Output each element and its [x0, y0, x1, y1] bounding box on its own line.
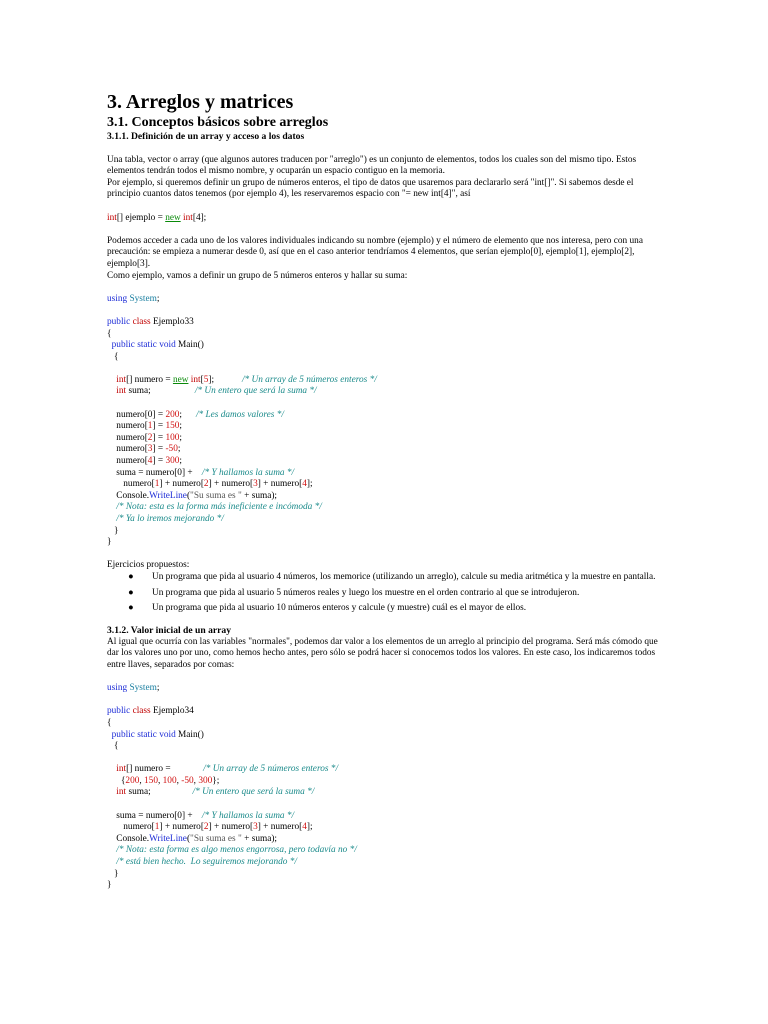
subsection-title-2: 3.1.2. Valor inicial de un array: [107, 624, 232, 636]
code-block-ejemplo34: using System; public class Ejemplo34 { public static void Main() { int[] numero = /* Un array de 5 números enteros */ {200, 150, 100, -50, 300}; int suma; /* Un entero que será la suma */ suma = numero[0] + /* Y hallamos la suma */ numero[1] + numero[2] + numero[3] + numero[4]; Console.WriteLine("Su suma es " + suma); /* Nota: esta forma es algo menos engorrosa, pero todavía no */ /* está bien hecho. Lo seguiremos mejorando */ } }: [107, 683, 357, 891]
bullet-icon: ●: [128, 603, 134, 614]
chapter-title: 3. Arreglos y matrices: [107, 91, 294, 113]
paragraph-intro: Una tabla, vector o array (que algunos autores traducen por "arreglo") es un conjunto de elementos, todos los cuales son del mismo tipo. Estos elementos tendrán todos el mismo nombre, y ocuparán un espacio contiguo en la memoria.: [107, 154, 637, 177]
list-item: ● Un programa que pida al usuario 5 números reales y luego los muestre en el orden contrario al que se introdujeron.: [128, 587, 580, 598]
subsection-title-1: 3.1.1. Definición de un array y acceso a los datos: [107, 131, 305, 142]
paragraph-initial-value: Al igual que ocurría con las variables "normales", podemos dar valor a los elementos de un arreglo al principio del programa. Será más cómodo que dar los valores uno por uno, como hemos hecho antes, pero sólo se podrá hacer si conocemos todos los valores. En este caso, los indicaremos todos entre llaves, separados por comas:: [107, 636, 658, 670]
paragraph-sum-intro: Como ejemplo, vamos a definir un grupo de 5 números enteros y hallar su suma:: [107, 270, 408, 281]
bullet-icon: ●: [128, 587, 134, 598]
section-title: 3.1. Conceptos básicos sobre arreglos: [107, 115, 329, 130]
exercises-title: Ejercicios propuestos:: [107, 560, 190, 571]
code-block-ejemplo33: using System; public class Ejemplo33 { public static void Main() { int[] numero = new int[5]; /* Un array de 5 números enteros */ int suma; /* Un entero que será la suma */ numero[0] = 200; /* Les damos valores */ numero[1] = 150; numero[2] = 100; numero[3] = -50; numero[4] = 300; suma = numero[0] + /* Y hallamos la suma */ numero[1] + numero[2] + numero[3] + numero[4]; Console.WriteLine("Su suma es " + suma); /* Nota: esta es la forma más ineficiente e incómoda */ /* Ya lo iremos mejorando */ } }: [107, 293, 377, 548]
bullet-icon: ●: [128, 571, 134, 582]
paragraph-access: Podemos acceder a cada uno de los valores individuales indicando su nombre (ejemplo) y el número de elemento que nos interesa, pero con una precaución: se empieza a numerar desde 0, así que en el caso anterior tendríamos 4 elementos, que serían ejemplo[0], ejemplo[1], ejemplo[2], ejemplo[3].: [107, 235, 643, 269]
list-item: ● Un programa que pida al usuario 10 números enteros y calcule (y muestre) cuál es el mayor de ellos.: [128, 603, 527, 614]
document-content: [107, 90, 663, 892]
code-ejemplo-decl: int[] ejemplo = new int[4];: [107, 212, 207, 223]
paragraph-example: Por ejemplo, si queremos definir un grupo de números enteros, el tipo de datos que usaremos para declararlo será "int[]". Si sabemos desde el principio cuantos datos tenemos (por ejemplo 4), les reservaremos espacio con "= new int[4]", así: [107, 177, 634, 200]
list-item: ● Un programa que pida al usuario 4 números, los memorice (utilizando un arreglo), calcule su media aritmética y la muestre en pantalla.: [128, 571, 656, 582]
exercises-list: [107, 572, 663, 615]
